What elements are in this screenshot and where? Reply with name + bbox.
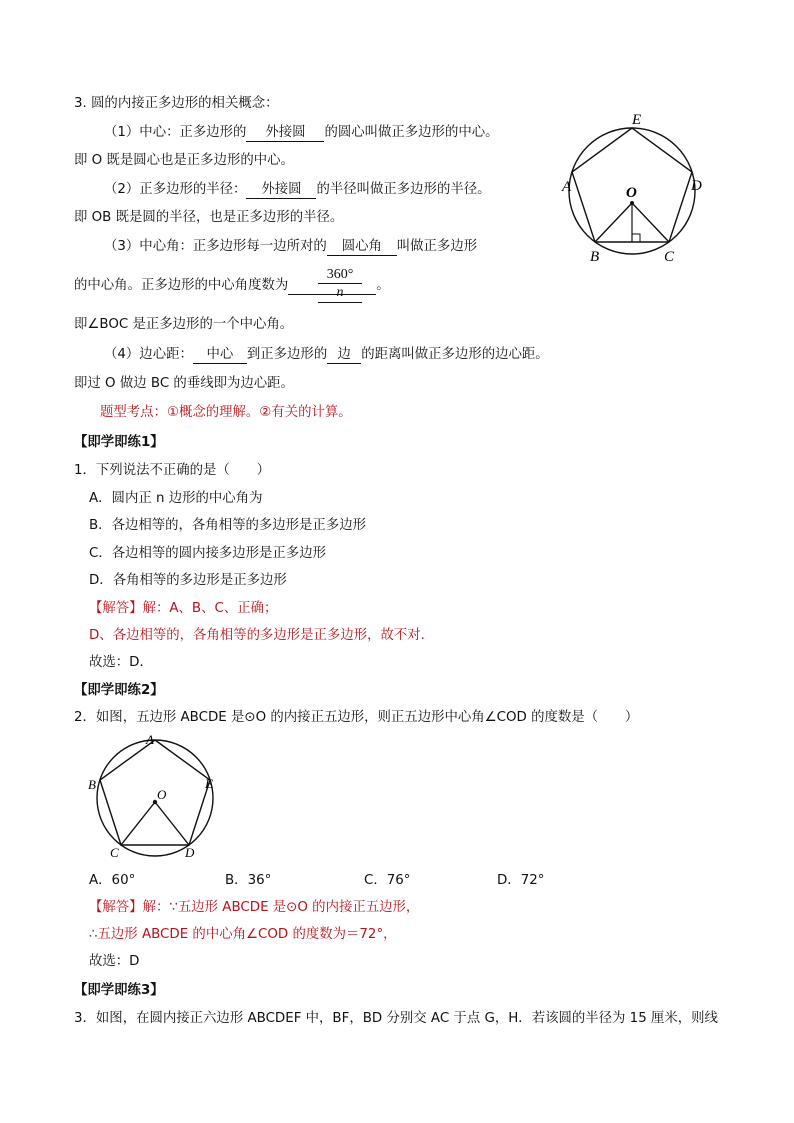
concept-apothem bbox=[104, 346, 549, 364]
central-angle-fraction bbox=[318, 266, 362, 303]
exercise-1-answer-line2: D、各边相等的，各角相等的多边形是正多边形，故不对． bbox=[89, 628, 435, 643]
concept-center-note: 即 O 既是圆心也是正多边形的中心。 bbox=[74, 153, 294, 168]
label-a: A bbox=[562, 179, 572, 195]
fig2-label-o: O bbox=[157, 787, 167, 802]
exercise-1-question: 1．下列说法不正确的是（ ） bbox=[74, 463, 270, 478]
concept-angle-note: 即∠BOC 是正多边形的一个中心角。 bbox=[74, 317, 294, 332]
radius-oc bbox=[632, 203, 669, 242]
exercise-2-tag: 【即学即练2】 bbox=[74, 683, 164, 698]
exercise-2-choice-text: 故选：D bbox=[89, 954, 140, 969]
concept-apothem-mid: 到正多边形的 bbox=[246, 347, 328, 362]
exercise-1-answer-tag: 【解答】 bbox=[89, 601, 143, 616]
radius-od-2 bbox=[155, 802, 189, 845]
concept-angle-pre: （3）中心角：正多边形每一边所对的 bbox=[104, 239, 327, 254]
exercise-2-answer-text: 解：∵五边形 ABCDE 是⊙O 的内接正五边形， bbox=[142, 900, 420, 915]
exercise-1-answer-text: 解：A、B、C、正确； bbox=[142, 601, 278, 616]
fig2-label-b: B bbox=[88, 777, 96, 792]
key-points: 题型考点：①概念的理解。②有关的计算。 bbox=[100, 405, 352, 420]
concept-angle bbox=[104, 238, 477, 256]
exercise-2-choice bbox=[89, 953, 139, 971]
exercise-2-option-a: A．60° bbox=[89, 873, 136, 888]
fraction-denominator: n bbox=[318, 284, 362, 303]
label-d: D bbox=[691, 178, 702, 194]
exercise-1-option-d: D．各角相等的多边形是正多边形 bbox=[89, 573, 287, 588]
circumcircle-2 bbox=[97, 740, 213, 856]
exercise-2-question: 2．如图，五边形 ABCDE 是⊙O 的内接正五边形，则正五边形中心角∠COD 的度数是（ ） bbox=[74, 710, 639, 725]
exercise-1-option-c: C．各边相等的圆内接多边形是正多边形 bbox=[89, 546, 326, 561]
exercise-3-tag: 【即学即练3】 bbox=[74, 983, 164, 998]
pentagon-figure-2 bbox=[88, 734, 228, 864]
exercise-2-answer-line1 bbox=[89, 899, 419, 917]
concept-radius-note: 即 OB 既是圆的半径，也是正多边形的半径。 bbox=[74, 210, 344, 225]
concept-apothem-pre: （4）边心距： bbox=[104, 347, 193, 362]
concept-center-post: 的圆心叫做正多边形的中心。 bbox=[324, 125, 499, 140]
exercise-1-option-a: A．圆内正 n 边形的中心角为 bbox=[89, 491, 263, 506]
concept-radius bbox=[104, 181, 491, 199]
concept-angle-line2-post: 。 bbox=[376, 278, 390, 293]
exercise-2-answer-line2: ∴五边形 ABCDE 的中心角∠COD 的度数为＝72°， bbox=[89, 927, 397, 942]
label-c: C bbox=[664, 249, 675, 265]
pentagon-figure-1 bbox=[560, 112, 710, 268]
exercise-2-option-d: D．72° bbox=[497, 873, 545, 888]
fig2-label-a: A bbox=[146, 732, 154, 747]
concept-angle-post: 叫做正多边形 bbox=[396, 239, 478, 254]
exercise-1-option-b: B．各边相等的，各角相等的多边形是正多边形 bbox=[89, 518, 366, 533]
exercise-1-tag: 【即学即练1】 bbox=[74, 435, 164, 450]
right-angle-mark bbox=[632, 234, 640, 242]
fraction-numerator: 360° bbox=[318, 266, 362, 284]
exercise-2-option-b: B．36° bbox=[225, 873, 272, 888]
concept-radius-pre: （2）正多边形的半径： bbox=[104, 182, 247, 197]
concept-center-pre: （1）中心：正多边形的 bbox=[104, 125, 247, 140]
fig2-label-d: D bbox=[185, 845, 195, 860]
concept-apothem-note: 即过 O 做边 BC 的垂线即为边心距。 bbox=[74, 376, 294, 391]
label-b: B bbox=[590, 249, 600, 265]
label-o: O bbox=[626, 185, 637, 201]
concept-apothem-post: 的距离叫做正多边形的边心距。 bbox=[361, 347, 549, 362]
center-point-o bbox=[630, 201, 634, 205]
exercise-1-choice-text: 故选：D． bbox=[89, 655, 153, 670]
concept-angle-blank: 圆心角 bbox=[327, 239, 397, 256]
radius-oc-2 bbox=[121, 802, 155, 845]
section-heading: 3. 圆的内接正多边形的相关概念： bbox=[74, 96, 279, 111]
label-e: E bbox=[632, 112, 642, 128]
pentagon-2 bbox=[100, 740, 210, 845]
concept-center-blank: 外接圆 bbox=[246, 125, 324, 142]
exercise-1-choice bbox=[89, 654, 153, 672]
concept-angle-line2-pre: 的中心角。正多边形的中心角度数为 bbox=[74, 278, 289, 293]
exercise-3-question: 3．如图，在圆内接正六边形 ABCDEF 中，BF，BD 分别交 AC 于点 G，H．若该圆的半径为 15 厘米，则线 bbox=[74, 1011, 718, 1026]
fig2-label-e: E bbox=[205, 776, 213, 791]
concept-radius-blank: 外接圆 bbox=[246, 182, 316, 199]
concept-radius-post: 的半径叫做正多边形的半径。 bbox=[316, 182, 491, 197]
concept-center bbox=[104, 124, 499, 142]
fig2-label-c: C bbox=[110, 845, 119, 860]
concept-apothem-blank2: 边 bbox=[327, 347, 361, 364]
concept-apothem-blank1: 中心 bbox=[193, 347, 247, 364]
exercise-2-answer-tag: 【解答】 bbox=[89, 900, 143, 915]
radius-ob bbox=[595, 203, 632, 242]
exercise-1-answer-line1 bbox=[89, 600, 277, 618]
exercise-2-option-c: C．76° bbox=[364, 873, 411, 888]
